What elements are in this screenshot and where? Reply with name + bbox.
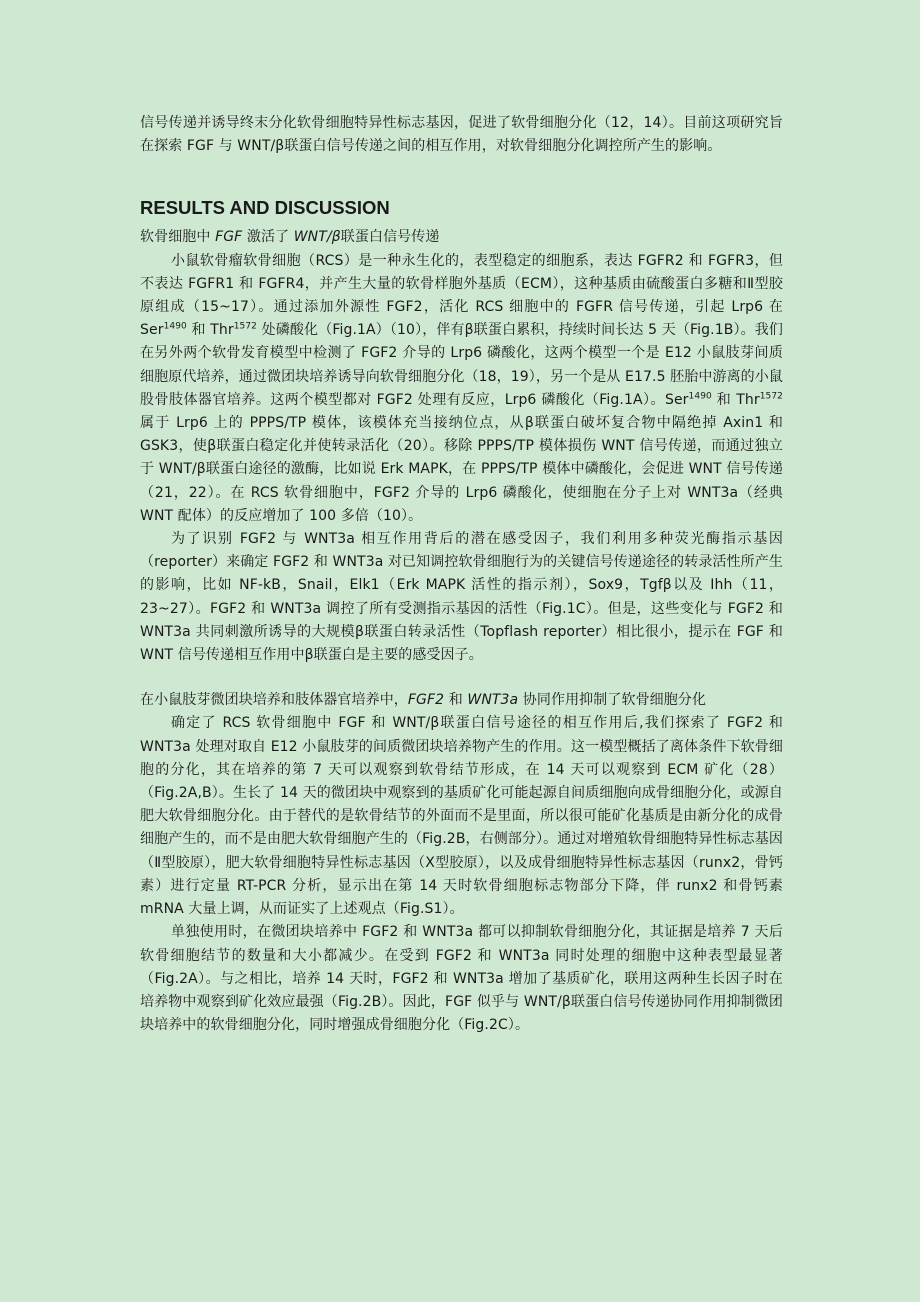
document-page [140,112,783,1037]
body-paragraph-rcs-cells: 小鼠软骨瘤软骨细胞（RCS）是一种永生化的，表型稳定的细胞系，表达 FGFR2 和 FGFR3，但不表达 FGFR1 和 FGFR4，并产生大量的软骨样胞外基质（ECM），这种基质由硫酸蛋白多糖和Ⅱ型胶原组成（15~17）。通过添加外源性 FGF2，活化 RCS 细胞中的 FGFR 信号传递，引起 Lrp6 在 Ser$^{1490}$ 和 Thr$^{1572}$ 处磷酸化（Fig.1A）（10），伴有β联蛋白累积，持续时间长达 5 天（Fig.1B）。我们在另外两个软骨发育模型中检测了 FGF2 介导的 Lrp6 磷酸化，这两个模型一个是 E12 小鼠肢芽间质细胞原代培养，通过微团块培养诱导向软骨细胞分化（18，19），另一个是从 E17.5 胚胎中游离的小鼠股骨肢体器官培养。这两个模型都对 FGF2 处理有反应，Lrp6 磷酸化（Fig.1A）。Ser$^{1490}$ 和 Thr$^{1572}$ 属于 Lrp6 上的 PPPS/TP 模体，该模体充当接纳位点，从β联蛋白破坏复合物中隔绝掉 Axin1 和 GSK3，使β联蛋白稳定化并使转录活化（20）。移除 PPPS/TP 模体损伤 WNT 信号传递，而通过独立于 WNT/β联蛋白途径的激酶，比如说 Erk MAPK，在 PPPS/TP 模体中磷酸化，会促进 WNT 信号传递（21，22）。在 RCS 软骨细胞中，FGF2 介导的 Lrp6 磷酸化，使细胞在分子上对 WNT3a（经典 WNT 配体）的反应增加了 100 多倍（10）。 [140,252,784,524]
section-spacer [140,667,783,689]
body-paragraph-synergy: 单独使用时，在微团块培养中 FGF2 和 WNT3a 都可以抑制软骨细胞分化，其证据是培养 7 天后软骨细胞结节的数量和大小都减少。在受到 FGF2 和 WNT3a 同时处理的细胞中这种表型最显著（Fig.2A）。与之相比，培养 14 天时，FGF2 和 WNT3a 增加了基质矿化，联用这两种生长因子时在培养物中观察到矿化效应最强（Fig.2B）。因此，FGF 似乎与 WNT/β联蛋白信号传递协同作用抑制微团块培养中的软骨细胞分化，同时增强成骨细胞分化（Fig.2C）。 [140,924,783,1034]
intro-paragraph: 信号传递并诱导终末分化软骨细胞特异性标志基因，促进了软骨细胞分化（12，14）。目前这项研究旨在探索 FGF 与 WNT/β联蛋白信号传递之间的相互作用，对软骨细胞分化调控所产生的影响。 [140,115,783,155]
body-paragraph-reporter: 为了识别 FGF2 与 WNT3a 相互作用背后的潜在感受因子，我们利用多种荧光酶指示基因（reporter）来确定 FGF2 和 WNT3a 对已知调控软骨细胞行为的关键信号传递途径的转录活性所产生的影响，比如 NF-kB，Snail，Elk1（Erk MAPK 活性的指示剂），Sox9，Tgfβ以及 Ihh（11，23~27）。FGF2 和 WNT3a 调控了所有受测指示基因的活性（Fig.1C）。但是，这些变化与 FGF2 和 WNT3a 共同刺激所诱导的大规模β联蛋白转录活性（Topflash reporter）相比很小，提示在 FGF 和 WNT 信号传递相互作用中β联蛋白是主要的感受因子。 [140,531,783,664]
subsection-title-fgf-activates-wnt: 软骨细胞中 FGF 激活了 WNT/β联蛋白信号传递 [140,229,440,246]
body-paragraph-micromass: 确定了 RCS 软骨细胞中 FGF 和 WNT/β联蛋白信号途径的相互作用后,我们探索了 FGF2 和 WNT3a 处理对取自 E12 小鼠肢芽的间质微团块培养物产生的作用。这一模型概括了离体条件下软骨细胞的分化，其在培养的第 7 天可以观察到软骨结节形成，在 14 天可以观察到 ECM 矿化（28）（Fig.2A,B）。生长了 14 天的微团块中观察到的基质矿化可能起源自间质细胞向成骨细胞分化，或源自肥大软骨细胞分化。由于替代的是软骨结节的外面而不是里面，所以很可能矿化基质是由新分化的成骨细胞产生的，而不是由肥大软骨细胞产生的（Fig.2B，右侧部分）。通过对增殖软骨细胞特异性标志基因（Ⅱ型胶原），肥大软骨细胞特异性标志基因（Ⅹ型胶原），以及成骨细胞特异性标志基因（runx2，骨钙素）进行定量 RT-PCR 分析，显示出在第 14 天时软骨细胞标志物部分下降，伴 runx2 和骨钙素 mRNA 大量上调，从而证实了上述观点（Fig.S1）。 [140,715,783,918]
subsection-title-micromass-culture: 在小鼠肢芽微团块培养和肢体器官培养中，FGF2 和 WNT3a 协同作用抑制了软骨细胞分化 [140,692,707,709]
section-heading: RESULTS AND DISCUSSION [140,197,390,219]
